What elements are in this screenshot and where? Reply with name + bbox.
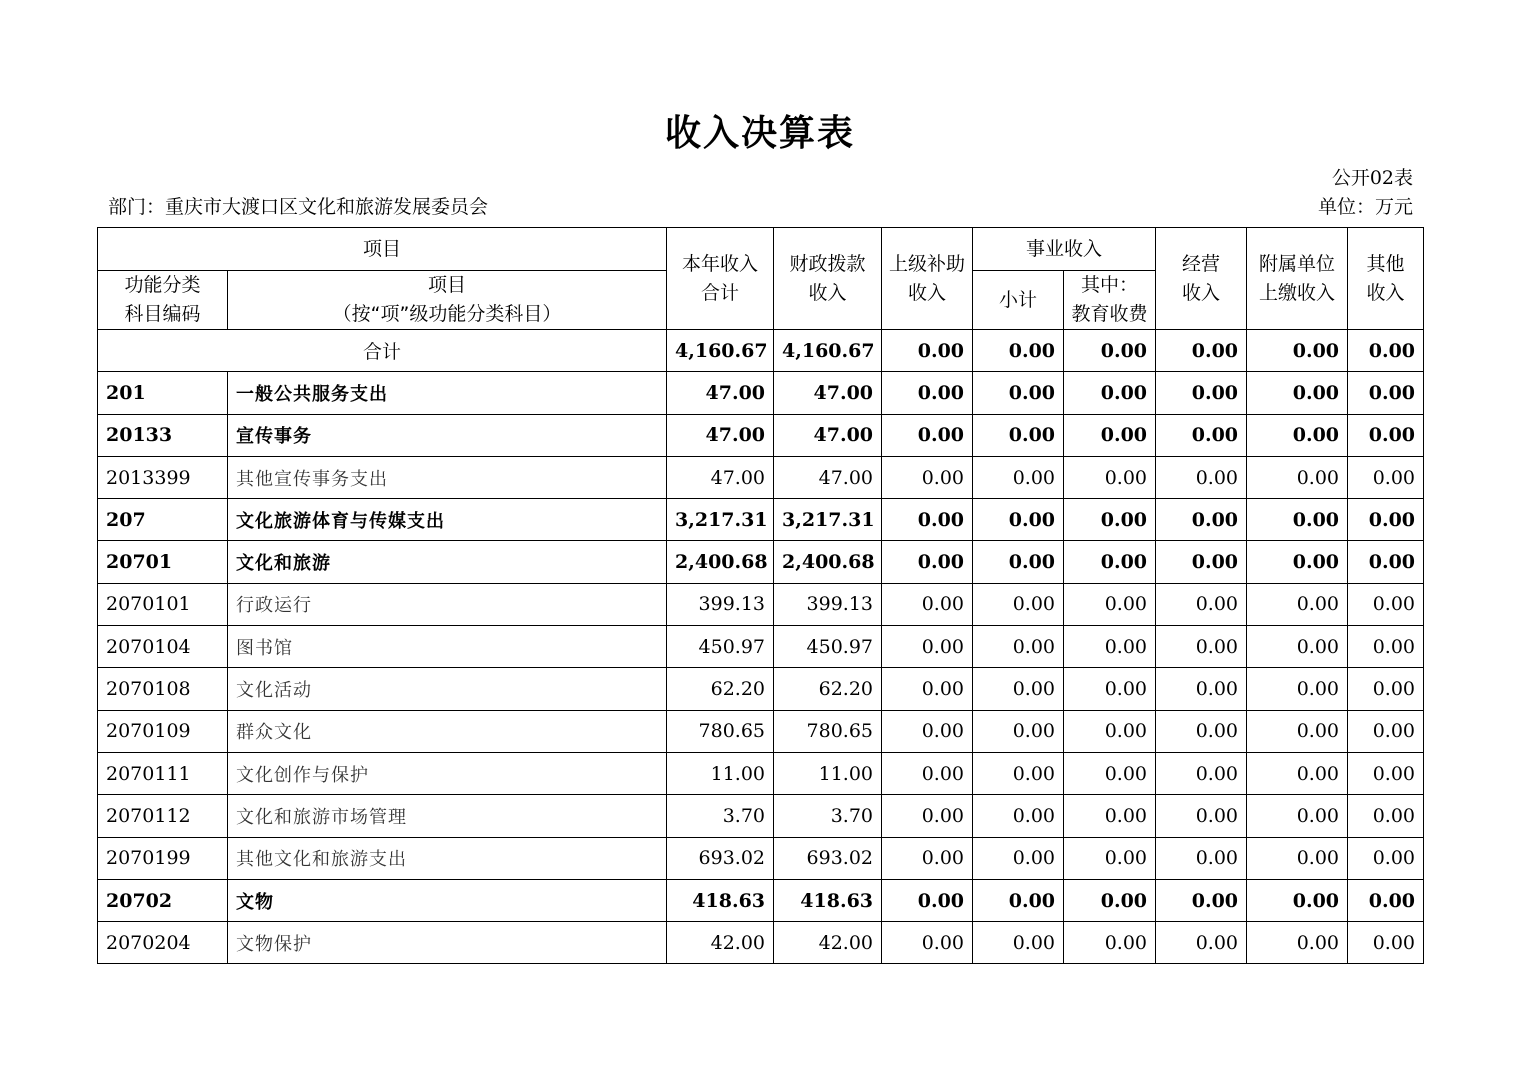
row-code: 2070109: [98, 710, 228, 752]
row-value: 0.00: [973, 752, 1064, 794]
row-value: 0.00: [973, 668, 1064, 710]
table-row: [98, 837, 1424, 879]
header-operating: 经营 收入: [1156, 228, 1247, 330]
row-value: 3,217.31: [774, 499, 882, 541]
row-name: 其他文化和旅游支出: [228, 837, 667, 879]
total-value: 0.00: [1348, 330, 1424, 372]
row-value: 0.00: [973, 626, 1064, 668]
row-value: 0.00: [882, 668, 973, 710]
row-value: 0.00: [1064, 456, 1156, 498]
row-value: 0.00: [882, 414, 973, 456]
row-name: 文化活动: [228, 668, 667, 710]
row-value: 3.70: [774, 795, 882, 837]
row-value: 0.00: [1348, 879, 1424, 921]
row-code: 207: [98, 499, 228, 541]
row-value: 0.00: [1156, 668, 1247, 710]
header-education: 其中： 教育收费: [1064, 271, 1156, 330]
row-value: 0.00: [1156, 879, 1247, 921]
row-value: 0.00: [1156, 414, 1247, 456]
row-value: 0.00: [1064, 414, 1156, 456]
row-value: 11.00: [774, 752, 882, 794]
row-value: 0.00: [1064, 922, 1156, 964]
row-value: 0.00: [882, 795, 973, 837]
row-value: 62.20: [774, 668, 882, 710]
row-value: 0.00: [882, 879, 973, 921]
total-value: 0.00: [973, 330, 1064, 372]
row-name: 文化创作与保护: [228, 752, 667, 794]
row-value: 0.00: [1156, 752, 1247, 794]
row-value: 0.00: [1156, 837, 1247, 879]
row-value: 62.20: [667, 668, 774, 710]
row-value: 693.02: [774, 837, 882, 879]
row-value: 47.00: [774, 456, 882, 498]
table-row: [98, 626, 1424, 668]
row-value: 0.00: [973, 837, 1064, 879]
header-code: 功能分类 科目编码: [98, 271, 228, 330]
row-value: 0.00: [973, 499, 1064, 541]
row-value: 0.00: [1156, 626, 1247, 668]
row-value: 0.00: [1348, 837, 1424, 879]
row-value: 0.00: [1348, 414, 1424, 456]
row-value: 47.00: [667, 372, 774, 414]
row-value: 0.00: [882, 499, 973, 541]
row-value: 0.00: [1348, 795, 1424, 837]
row-value: 3.70: [667, 795, 774, 837]
row-value: 3,217.31: [667, 499, 774, 541]
row-value: 0.00: [1064, 668, 1156, 710]
table-row: [98, 456, 1424, 498]
row-value: 0.00: [1156, 499, 1247, 541]
row-value: 0.00: [1348, 583, 1424, 625]
row-value: 42.00: [774, 922, 882, 964]
row-value: 0.00: [1064, 499, 1156, 541]
row-value: 0.00: [1064, 372, 1156, 414]
row-name: 群众文化: [228, 710, 667, 752]
total-row: [98, 330, 1424, 372]
row-value: 0.00: [1348, 499, 1424, 541]
row-value: 0.00: [1156, 710, 1247, 752]
row-value: 0.00: [882, 583, 973, 625]
row-value: 0.00: [973, 710, 1064, 752]
row-value: 0.00: [973, 879, 1064, 921]
row-value: 47.00: [667, 414, 774, 456]
table-row: [98, 583, 1424, 625]
row-value: 399.13: [774, 583, 882, 625]
row-value: 0.00: [1348, 541, 1424, 583]
row-value: 0.00: [1348, 372, 1424, 414]
row-value: 42.00: [667, 922, 774, 964]
row-value: 0.00: [1064, 795, 1156, 837]
table-row: [98, 541, 1424, 583]
header-affiliated: 附属单位 上缴收入: [1247, 228, 1348, 330]
row-value: 0.00: [1247, 795, 1348, 837]
row-code: 20702: [98, 879, 228, 921]
row-value: 0.00: [1247, 414, 1348, 456]
table-row: [98, 752, 1424, 794]
row-value: 0.00: [1247, 626, 1348, 668]
row-name: 文物保护: [228, 922, 667, 964]
row-value: 11.00: [667, 752, 774, 794]
row-value: 0.00: [882, 710, 973, 752]
row-value: 0.00: [1247, 710, 1348, 752]
header-other: 其他 收入: [1348, 228, 1424, 330]
row-name: 一般公共服务支出: [228, 372, 667, 414]
row-value: 0.00: [1247, 922, 1348, 964]
row-value: 0.00: [1156, 372, 1247, 414]
row-value: 780.65: [774, 710, 882, 752]
row-value: 0.00: [1064, 710, 1156, 752]
row-value: 0.00: [973, 795, 1064, 837]
row-value: 780.65: [667, 710, 774, 752]
row-value: 0.00: [1247, 668, 1348, 710]
row-value: 0.00: [1247, 837, 1348, 879]
row-value: 0.00: [1348, 922, 1424, 964]
table-row: [98, 499, 1424, 541]
row-value: 0.00: [1064, 583, 1156, 625]
row-value: 0.00: [1247, 879, 1348, 921]
row-value: 0.00: [973, 372, 1064, 414]
row-name: 文物: [228, 879, 667, 921]
row-value: 0.00: [1156, 541, 1247, 583]
row-value: 0.00: [882, 837, 973, 879]
unit-label: 单位：万元: [1317, 196, 1413, 218]
total-value: 0.00: [1064, 330, 1156, 372]
row-name: 行政运行: [228, 583, 667, 625]
row-value: 0.00: [973, 583, 1064, 625]
header-project: 项目: [98, 228, 667, 271]
total-label: 合计: [98, 330, 667, 372]
row-code: 201: [98, 372, 228, 414]
row-value: 2,400.68: [774, 541, 882, 583]
row-value: 0.00: [1064, 879, 1156, 921]
table-row: [98, 710, 1424, 752]
row-value: 0.00: [882, 752, 973, 794]
row-name: 图书馆: [228, 626, 667, 668]
header-business: 事业收入: [973, 228, 1156, 271]
row-value: 0.00: [973, 541, 1064, 583]
row-name: 文化旅游体育与传媒支出: [228, 499, 667, 541]
row-value: 0.00: [1348, 668, 1424, 710]
row-code: 2013399: [98, 456, 228, 498]
total-value: 4,160.67: [774, 330, 882, 372]
row-value: 0.00: [1156, 583, 1247, 625]
row-code: 2070199: [98, 837, 228, 879]
row-value: 0.00: [1247, 583, 1348, 625]
row-value: 0.00: [882, 922, 973, 964]
row-name: 宣传事务: [228, 414, 667, 456]
row-value: 450.97: [774, 626, 882, 668]
total-value: 0.00: [1156, 330, 1247, 372]
row-value: 418.63: [667, 879, 774, 921]
header-item: 项目 （按“项”级功能分类科目）: [228, 271, 667, 330]
row-code: 2070111: [98, 752, 228, 794]
row-value: 0.00: [1247, 372, 1348, 414]
row-value: 0.00: [1247, 499, 1348, 541]
row-value: 0.00: [1064, 626, 1156, 668]
row-value: 0.00: [1348, 752, 1424, 794]
row-name: 其他宣传事务支出: [228, 456, 667, 498]
row-value: 0.00: [882, 456, 973, 498]
row-value: 0.00: [1156, 795, 1247, 837]
row-value: 0.00: [1348, 626, 1424, 668]
row-code: 2070204: [98, 922, 228, 964]
table-row: [98, 879, 1424, 921]
header-fiscal: 财政拨款 收入: [774, 228, 882, 330]
header-superior: 上级补助 收入: [882, 228, 973, 330]
row-value: 0.00: [1348, 710, 1424, 752]
row-value: 693.02: [667, 837, 774, 879]
row-value: 0.00: [1064, 837, 1156, 879]
row-value: 0.00: [1064, 752, 1156, 794]
row-value: 0.00: [1156, 456, 1247, 498]
row-value: 0.00: [973, 456, 1064, 498]
row-value: 0.00: [882, 372, 973, 414]
page-title: 收入决算表: [664, 113, 855, 154]
row-value: 0.00: [973, 414, 1064, 456]
row-name: 文化和旅游市场管理: [228, 795, 667, 837]
row-value: 0.00: [882, 626, 973, 668]
row-value: 0.00: [973, 922, 1064, 964]
row-value: 418.63: [774, 879, 882, 921]
row-value: 0.00: [882, 541, 973, 583]
department-label: 部门：重庆市大渡口区文化和旅游发展委员会: [108, 196, 489, 218]
row-code: 2070108: [98, 668, 228, 710]
table-row: [98, 668, 1424, 710]
form-number: 公开02表: [1331, 167, 1413, 189]
table-body: [98, 330, 1424, 964]
row-code: 20701: [98, 541, 228, 583]
income-table: [97, 227, 1424, 964]
table-row: [98, 795, 1424, 837]
row-value: 0.00: [1348, 456, 1424, 498]
row-value: 47.00: [774, 372, 882, 414]
table-row: [98, 922, 1424, 964]
total-value: 0.00: [1247, 330, 1348, 372]
row-value: 0.00: [1064, 541, 1156, 583]
row-value: 0.00: [1247, 456, 1348, 498]
table-row: [98, 414, 1424, 456]
header-total-income: 本年收入 合计: [667, 228, 774, 330]
row-code: 2070101: [98, 583, 228, 625]
row-value: 47.00: [667, 456, 774, 498]
row-name: 文化和旅游: [228, 541, 667, 583]
row-value: 450.97: [667, 626, 774, 668]
row-value: 0.00: [1247, 541, 1348, 583]
row-value: 399.13: [667, 583, 774, 625]
table-row: [98, 372, 1424, 414]
row-code: 20133: [98, 414, 228, 456]
row-code: 2070112: [98, 795, 228, 837]
row-value: 2,400.68: [667, 541, 774, 583]
row-value: 0.00: [1247, 752, 1348, 794]
row-value: 47.00: [774, 414, 882, 456]
row-value: 0.00: [1156, 922, 1247, 964]
total-value: 0.00: [882, 330, 973, 372]
header-subtotal: 小计: [973, 271, 1064, 330]
total-value: 4,160.67: [667, 330, 774, 372]
row-code: 2070104: [98, 626, 228, 668]
